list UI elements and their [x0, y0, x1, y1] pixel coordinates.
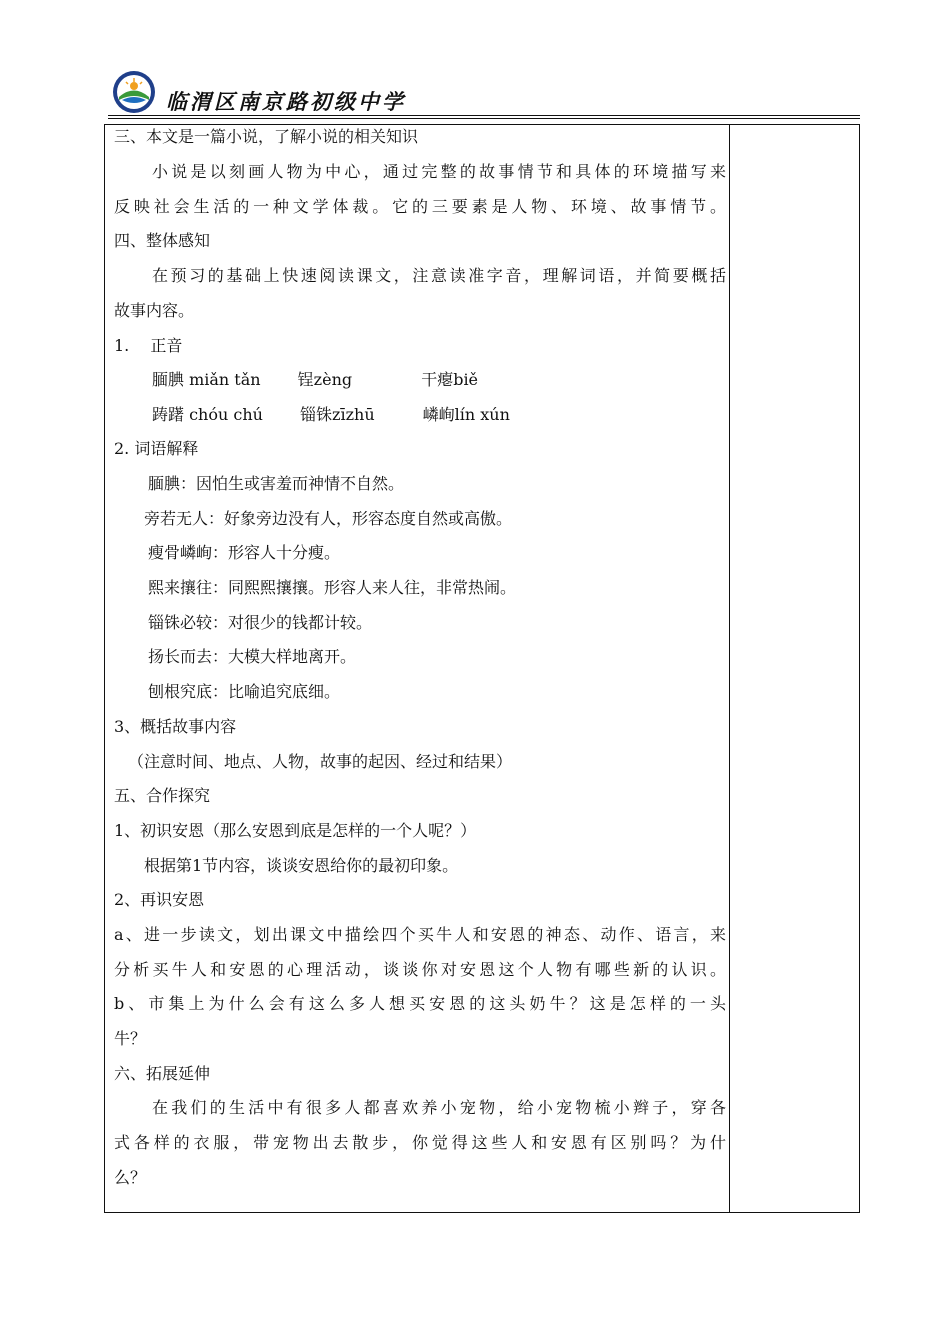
subsection-heading: 3、概括故事内容 [114, 717, 237, 736]
vocab-item: 扬长而去：大模大样地离开。 [148, 647, 357, 666]
school-logo-icon [112, 70, 156, 114]
table-column-divider [729, 124, 730, 1213]
page-header [108, 66, 860, 118]
vocab-item: 熙来攘往：同熙熙攘攘。形容人来人往，非常热闹。 [148, 578, 517, 597]
section-heading: 六、拓展延伸 [114, 1064, 211, 1083]
paragraph-line: 么？ [114, 1168, 147, 1187]
vocab-item: 刨根究底：比喻追究底细。 [148, 682, 341, 701]
header-rule [108, 115, 860, 116]
pronunciation-row: 腼腆 miǎn tǎn 锃zèng 干瘪biě [152, 370, 479, 389]
paragraph-line: b、市集上为什么会有这么多人想买安恩的这头奶牛？这是怎样的一头 [114, 994, 726, 1013]
vocab-item: 腼腆：因怕生或害羞而神情不自然。 [148, 474, 405, 493]
lesson-table [104, 124, 860, 1213]
paragraph-line: （注意时间、地点、人物，故事的起因、经过和结果） [128, 752, 513, 771]
section-heading: 三、本文是一篇小说，了解小说的相关知识 [114, 127, 419, 146]
paragraph-line: 牛？ [114, 1029, 147, 1048]
section-heading: 四、整体感知 [114, 231, 211, 250]
paragraph-line: 分析买牛人和安恩的心理活动，谈谈你对安恩这个人物有哪些新的认识。 [114, 960, 726, 979]
vocab-item: 旁若无人：好象旁边没有人，形容态度自然或高傲。 [144, 509, 513, 528]
paragraph-line: 在预习的基础上快速阅读课文，注意读准字音，理解词语，并简要概括 [152, 266, 726, 285]
paragraph-line: 小说是以刻画人物为中心，通过完整的故事情节和具体的环境描写来 [152, 162, 726, 181]
subsection-heading: 1、初识安恩（那么安恩到底是怎样的一个人呢？） [114, 821, 477, 840]
paragraph-line: 反映社会生活的一种文学体裁。它的三要素是人物、环境、故事情节。 [114, 197, 726, 216]
school-name: 临渭区南京路初级中学 [166, 90, 406, 114]
section-heading: 五、合作探究 [114, 786, 211, 805]
header-rule [108, 118, 860, 119]
paragraph-line: 在我们的生活中有很多人都喜欢养小宠物，给小宠物梳小辫子，穿各 [152, 1098, 726, 1117]
paragraph-line: a、进一步读文，划出课文中描绘四个买牛人和安恩的神态、动作、语言，来 [114, 925, 726, 944]
subsection-heading: 2、再识安恩 [114, 890, 205, 909]
paragraph-line: 故事内容。 [114, 301, 195, 320]
subsection-heading: 2. 词语解释 [114, 439, 199, 458]
subsection-heading: 1. 正音 [114, 336, 183, 355]
paragraph-line: 式各样的衣服，带宠物出去散步，你觉得这些人和安恩有区别吗？为什 [114, 1133, 726, 1152]
pronunciation-row: 踌躇 chóu chú 锱铢zīzhū 嶙峋lín xún [152, 405, 510, 424]
vocab-item: 瘦骨嶙峋：形容人十分瘦。 [148, 543, 341, 562]
vocab-item: 锱铢必较：对很少的钱都计较。 [148, 613, 373, 632]
paragraph-line: 根据第1节内容，谈谈安恩给你的最初印象。 [144, 856, 459, 875]
